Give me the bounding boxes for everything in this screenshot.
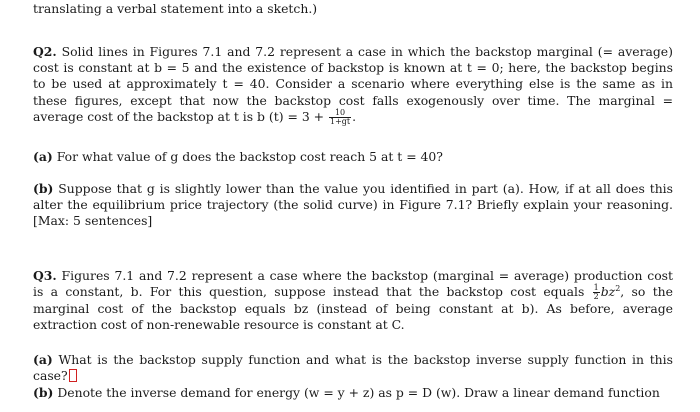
q2-part-a (33, 149, 673, 165)
q2-fraction-numerator: 10 (329, 109, 351, 118)
q2-text-end: . (352, 108, 357, 124)
q3-text-2: , so the marginal cost of the backstop equals bz (instead of being constant at b). As before, average extraction cost of non-renewable resource is constant at C. (33, 284, 673, 333)
q3-b-text: Denote the inverse demand for energy (w = y + z) as p = D (w). Draw a linear demand function (57, 385, 660, 400)
q3-half-numerator: 1 (593, 283, 599, 293)
q3-b-label: (b) (33, 385, 54, 400)
q2-b-label: (b) (33, 181, 54, 196)
q2-fraction-denominator: 1+gt (329, 116, 351, 126)
q3-label: Q3. (33, 268, 57, 283)
q3-intro (33, 268, 673, 334)
q3-text: Figures 7.1 and 7.2 represent a case where the backstop (marginal = average) production cost is a constant, b. For this question, suppose instead that the backstop cost equals (33, 268, 673, 300)
q3-squared: 2 (615, 284, 621, 294)
q2-label: Q2. (33, 44, 57, 59)
q2-intro (33, 44, 673, 126)
q2-a-label: (a) (33, 149, 53, 164)
text-cursor-icon (69, 369, 77, 382)
q2-text: Solid lines in Figures 7.1 and 7.2 represent a case in which the backstop marginal (= average) cost is constant at b = 5 and the existence of backstop is known at t = 0; here, the backstop begins to be used at approximately t = 40. Consider a scenario where everything else is the same as in these figures, except that now the backstop cost falls exogenously over time. The marginal = average cost of the backstop at t is b (t) = 3 + (33, 44, 673, 124)
q3-a-label: (a) (33, 352, 53, 367)
q3-a-text: What is the backstop supply function and what is the backstop inverse supply function in this case? (33, 352, 673, 384)
q3-part-b (33, 385, 673, 401)
q3-half-denominator: 2 (593, 292, 599, 302)
header-fragment: translating a verbal statement into a sketch.) (33, 1, 318, 16)
q3-half-fraction (593, 284, 600, 301)
q3-bz: bz (600, 284, 616, 300)
q2-part-b (33, 181, 673, 230)
q2-fraction (329, 109, 351, 126)
q3-part-a (33, 352, 673, 384)
q2-b-text: Suppose that g is slightly lower than the value you identified in part (a). How, if at all does this alter the equilibrium price trajectory (the solid curve) in Figure 7.1? Briefly explain your reasoning. [Max: 5 sentences] (33, 181, 673, 229)
q2-a-text: For what value of g does the backstop cost reach 5 at t = 40? (56, 149, 443, 164)
